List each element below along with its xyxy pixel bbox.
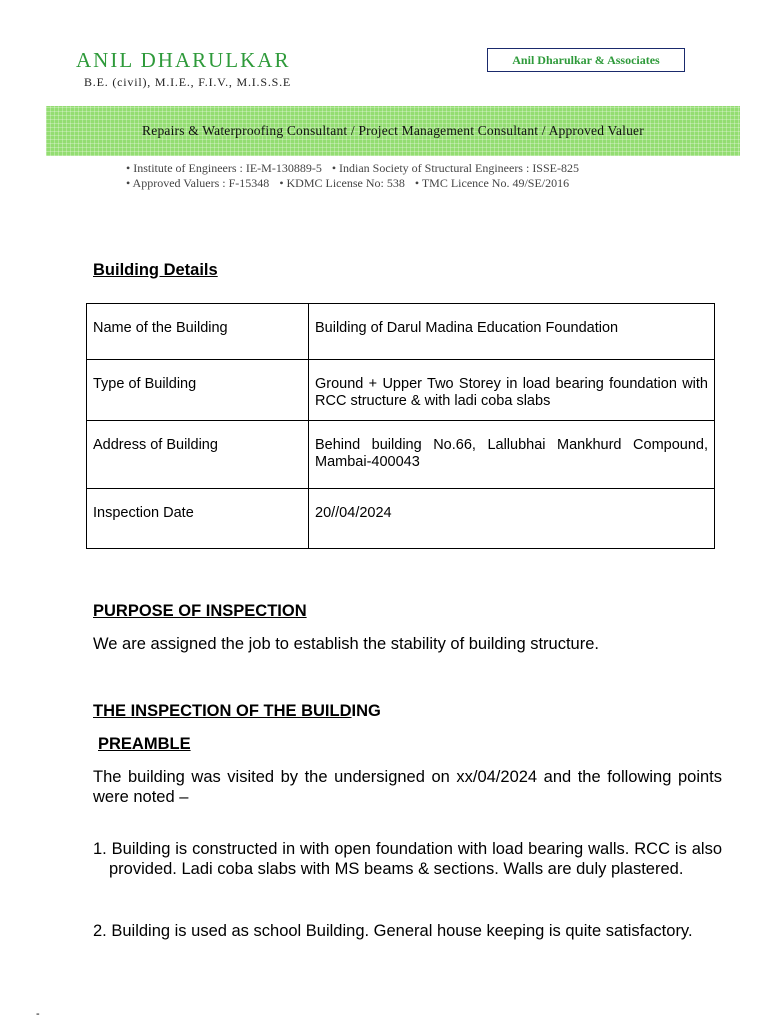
list-item: 2. Building is used as school Building. General house keeping is quite satisfactory. bbox=[93, 922, 693, 940]
registrations-line-1 bbox=[126, 161, 686, 176]
letterhead-qualifications: B.E. (civil), M.I.E., F.I.V., M.I.S.S.E bbox=[84, 75, 292, 89]
row-label: Type of Building bbox=[87, 360, 309, 421]
row-label: Name of the Building bbox=[87, 304, 309, 360]
table-row bbox=[87, 360, 715, 421]
inspection-heading-underlined: THE INSPECTION OF THE BUILD bbox=[93, 702, 352, 720]
services-band bbox=[46, 106, 740, 156]
list-item: 1. Building is constructed in with open foundation with load bearing walls. RCC is also provided. Ladi coba slabs with MS beams & sections. Walls are duly plastered. bbox=[93, 840, 722, 878]
building-details-heading: Building Details bbox=[93, 261, 218, 279]
registrations-line-2 bbox=[126, 176, 686, 191]
registration-valuer: • Approved Valuers : F-15348 bbox=[126, 176, 270, 190]
table-row bbox=[87, 304, 715, 360]
row-value: 20//04/2024 bbox=[309, 489, 715, 549]
inspection-heading bbox=[93, 702, 381, 721]
table-row bbox=[87, 421, 715, 489]
registration-kdmc: • KDMC License No: 538 bbox=[279, 176, 405, 190]
purpose-text: We are assigned the job to establish the stability of building structure. bbox=[93, 635, 599, 653]
firm-name-box: Anil Dharulkar & Associates bbox=[487, 48, 685, 72]
row-value: Ground + Upper Two Storey in load bearing foundation with RCC structure & with ladi coba slabs bbox=[309, 360, 715, 421]
preamble-text: The building was visited by the undersigned on xx/04/2024 and the following points were noted – bbox=[93, 768, 722, 806]
registration-ie: • Institute of Engineers : IE-M-130889-5 bbox=[126, 161, 322, 175]
row-label: Address of Building bbox=[87, 421, 309, 489]
row-value: Behind building No.66, Lallubhai Mankhurd Compound, Mambai-400043 bbox=[309, 421, 715, 489]
registration-isse: • Indian Society of Structural Engineers : ISSE-825 bbox=[331, 161, 579, 175]
footer-mark: - bbox=[36, 1008, 40, 1020]
row-label: Inspection Date bbox=[87, 489, 309, 549]
inspection-heading-tail: ING bbox=[351, 702, 381, 720]
registration-tmc: • TMC Licence No. 49/SE/2016 bbox=[414, 176, 570, 190]
table-row bbox=[87, 489, 715, 549]
row-value: Building of Darul Madina Education Foundation bbox=[309, 304, 715, 360]
purpose-heading: PURPOSE OF INSPECTION bbox=[93, 602, 307, 620]
building-details-table bbox=[86, 303, 715, 549]
letterhead-name: ANIL DHARULKAR bbox=[76, 48, 291, 72]
preamble-heading: PREAMBLE bbox=[98, 735, 191, 753]
services-text: Repairs & Waterproofing Consultant / Project Management Consultant / Approved Valuer bbox=[142, 123, 644, 138]
